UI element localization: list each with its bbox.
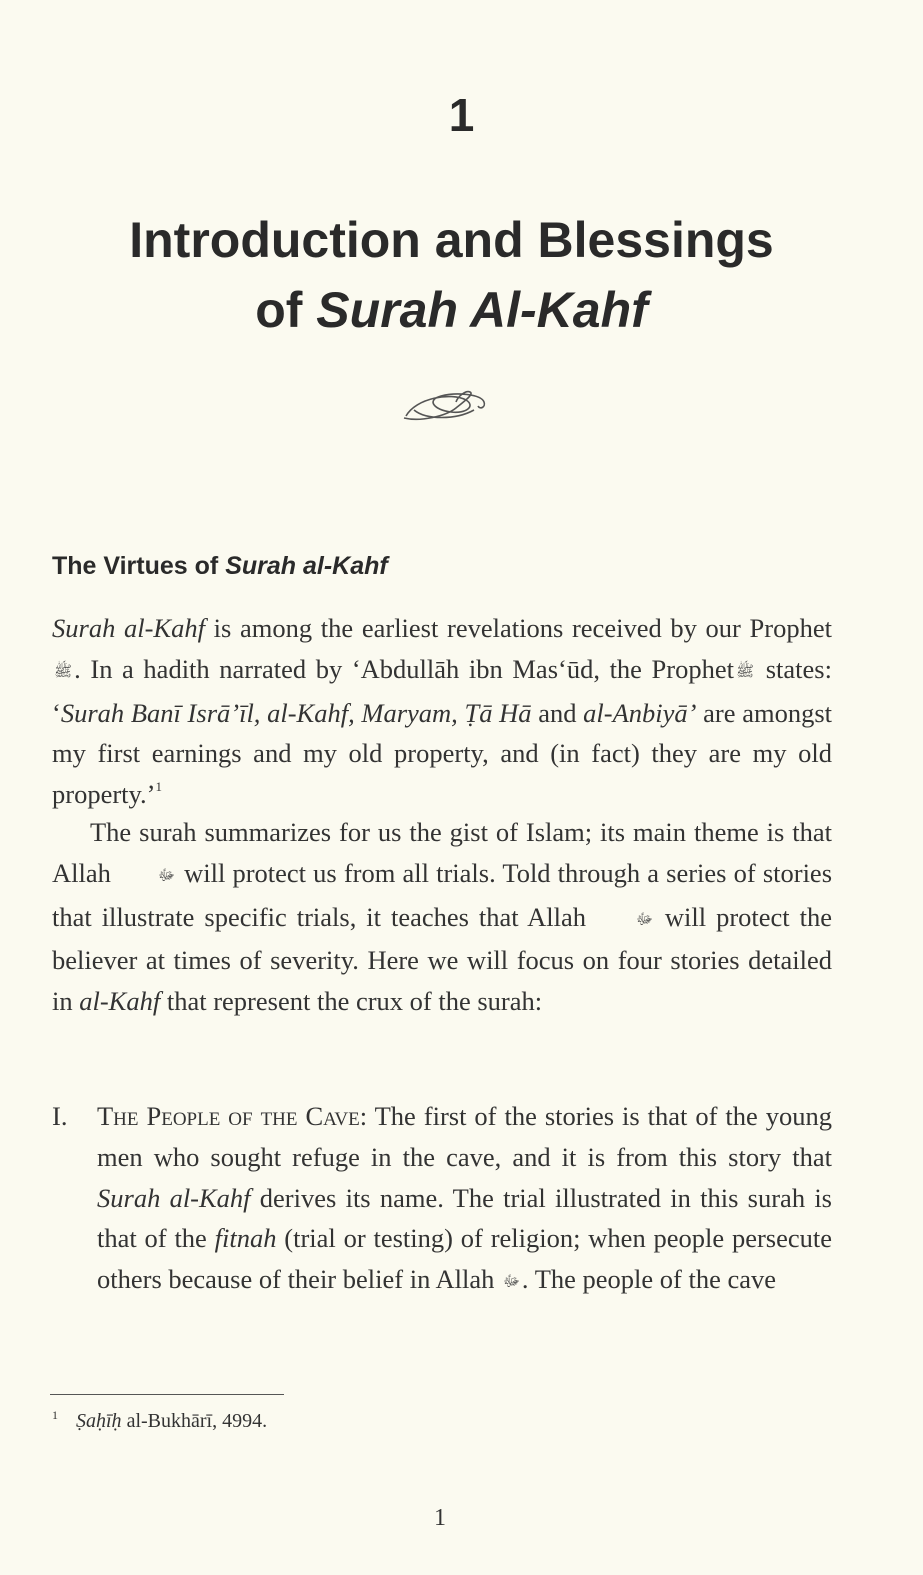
page-number: 1 bbox=[434, 1505, 446, 1531]
flourish-ornament-icon bbox=[396, 380, 496, 426]
footnote-number: 1 bbox=[52, 1408, 58, 1422]
text: and bbox=[531, 697, 584, 728]
paragraph-2 bbox=[52, 812, 832, 1022]
chapter-title-line-1: Introduction and Blessings bbox=[129, 212, 774, 268]
text-italic: al-Anbiyā’ bbox=[583, 697, 697, 728]
footnote-source-italic: Ṣaḥīḥ bbox=[76, 1410, 122, 1432]
paragraph-1 bbox=[52, 608, 832, 815]
chapter-title-line-2 bbox=[0, 275, 903, 345]
section-heading-surah: Surah al-Kahf bbox=[225, 552, 388, 580]
section-heading-prefix: The Virtues of bbox=[52, 552, 226, 580]
text-italic: Surah al-Kahf bbox=[52, 613, 205, 643]
text-italic: al-Kahf bbox=[79, 986, 161, 1017]
text-italic: Surah Banī Isrā’īl, al-Kahf, Maryam, Ṭā Hā bbox=[60, 697, 532, 728]
text: that represent the crux of the surah: bbox=[160, 986, 543, 1017]
text: The surah summarizes for us the gist of Islam; its main theme is that Allah bbox=[52, 817, 832, 888]
chapter-title-prefix: of bbox=[255, 282, 317, 338]
footnote-divider bbox=[50, 1394, 284, 1395]
footnote-reference[interactable]: 1 bbox=[155, 779, 163, 795]
footnote-source: al-Bukhārī, 4994. bbox=[121, 1410, 268, 1432]
allah-honorific-icon: ﷻ bbox=[158, 867, 175, 884]
chapter-title-surah: Surah Al-Kahf bbox=[316, 282, 648, 338]
footnote bbox=[52, 1408, 267, 1433]
text: (trial or testing) of religion; when people persecute others because of their belief in Allah bbox=[97, 1223, 833, 1295]
text-italic: Surah al-Kahf bbox=[97, 1182, 251, 1213]
list-item bbox=[52, 1096, 832, 1303]
chapter-number: 1 bbox=[448, 89, 475, 141]
text: . The people of the cave bbox=[521, 1264, 777, 1295]
text: states: ‘ bbox=[52, 653, 832, 728]
text-italic: fitnah bbox=[214, 1223, 277, 1254]
text: The first of the stories is that of the young men who sought refuge in the cave, and it is from this story that bbox=[97, 1101, 832, 1172]
text: will protect the believer at times of severity. Here we will focus on four stories detailed in bbox=[52, 901, 832, 1017]
section-heading bbox=[52, 552, 388, 581]
text: . In a hadith narrated by ‘Abdullāh ibn Mas‘ūd, the Prophet bbox=[74, 653, 734, 684]
text: are amongst my first earnings and my old property, and (in fact) they are my old property.’ bbox=[52, 697, 832, 810]
chapter-title bbox=[0, 205, 903, 345]
allah-honorific-icon: ﷻ bbox=[502, 1274, 520, 1291]
allah-honorific-icon: ﷻ bbox=[636, 911, 653, 928]
prophet-honorific-icon: ﷺ bbox=[736, 663, 755, 680]
list-item-title: The People of the Cave: bbox=[97, 1101, 368, 1131]
text: will protect us from all trials. Told through a series of stories that illustrate specific trials, it teaches that Allah bbox=[52, 857, 833, 932]
list-marker: I. bbox=[52, 1101, 68, 1131]
prophet-honorific-icon: ﷺ bbox=[54, 663, 73, 680]
text: derives its name. The trial illustrated in this surah is that of the bbox=[97, 1182, 832, 1254]
text: is among the earliest revelations received by our Prophet bbox=[204, 613, 832, 643]
list-item-text bbox=[97, 1096, 832, 1303]
